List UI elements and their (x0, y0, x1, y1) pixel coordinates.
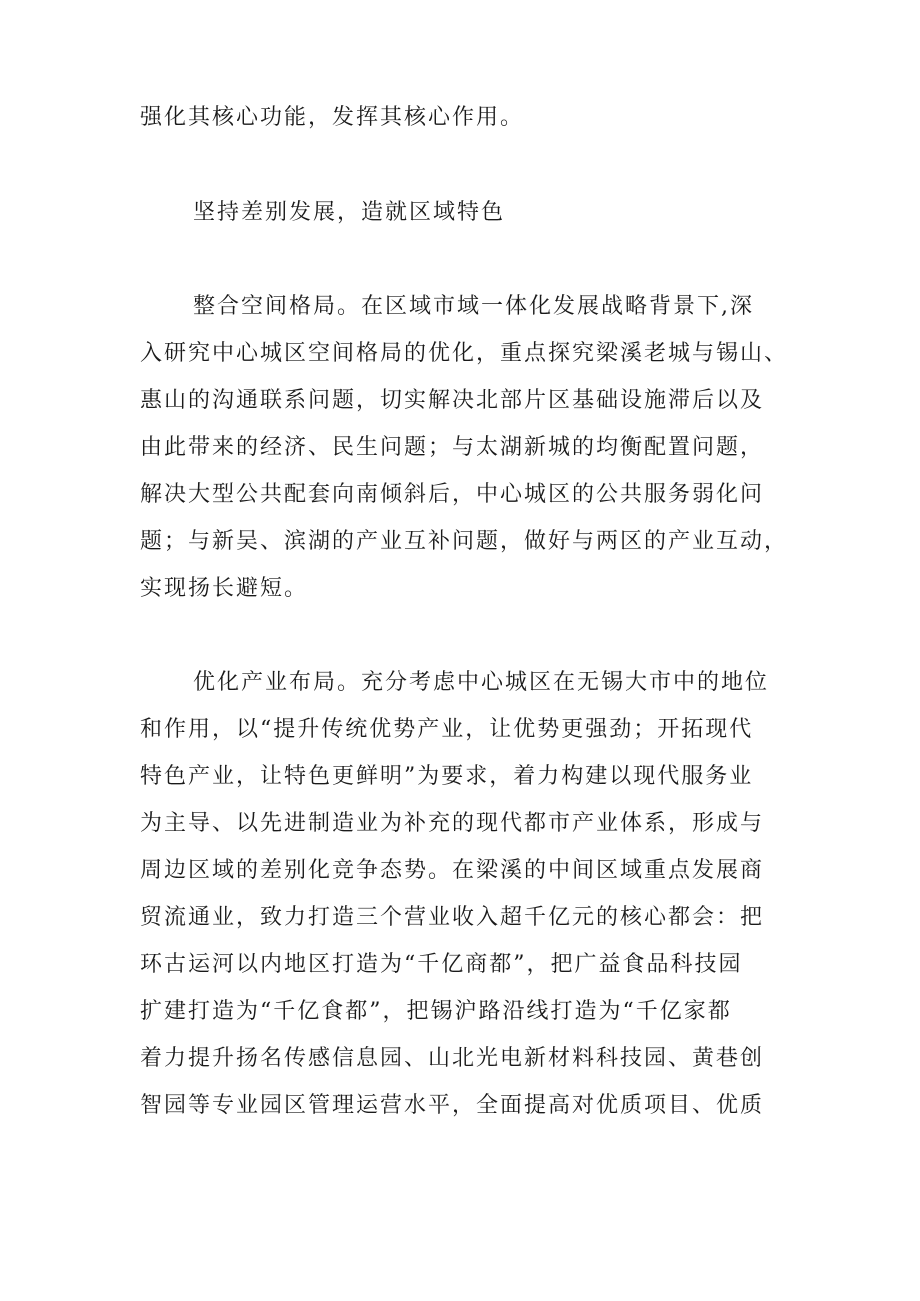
paragraph-line: 为主导、以先进制造业为补充的现代都市产业体系，形成与 (140, 811, 765, 836)
section-heading: 坚持差别发展，造就区域特色 (193, 200, 506, 225)
paragraph-line: 优化产业布局。充分考虑中心城区在无锡大市中的地位 (193, 670, 770, 695)
paragraph-line: 着力提升扬名传感信息园、山北光电新材料科技园、黄巷创 (140, 1046, 765, 1071)
intro-line: 强化其核心功能，发挥其核心作用。 (140, 105, 525, 130)
paragraph-line: 周边区域的差别化竞争态势。在梁溪的中间区域重点发展商 (140, 858, 765, 883)
paragraph-line: 惠山的沟通联系问题，切实解决北部片区基础设施滞后以及 (140, 388, 765, 413)
paragraph-line: 环古运河以内地区打造为“千亿商都”，把广益食品科技园 (140, 952, 743, 977)
paragraph-line: 由此带来的经济、民生问题；与太湖新城的均衡配置问题， (140, 435, 765, 460)
paragraph-line: 贸流通业，致力打造三个营业收入超千亿元的核心都会：把 (140, 905, 765, 930)
paragraph-line: 入研究中心城区空间格局的优化，重点探究梁溪老城与锡山、 (140, 341, 789, 366)
paragraph-line: 题；与新吴、滨湖的产业互补问题，做好与两区的产业互动， (140, 529, 789, 554)
paragraph-line: 和作用，以“提升传统优势产业，让优势更强劲；开拓现代 (140, 717, 754, 742)
paragraph-line: 解决大型公共配套向南倾斜后，中心城区的公共服务弱化问 (140, 482, 765, 507)
paragraph-line: 特色产业，让特色更鲜明”为要求，着力构建以现代服务业 (140, 764, 754, 789)
paragraph-line: 整合空间格局。在区域市域一体化发展战略背景下,深 (193, 294, 754, 319)
paragraph-line: 扩建打造为“千亿食都”，把锡沪路沿线打造为“千亿家都 (140, 999, 732, 1024)
paragraph-line: 智园等专业园区管理运营水平，全面提高对优质项目、优质 (140, 1093, 765, 1118)
paragraph-line: 实现扬长避短。 (140, 576, 309, 601)
